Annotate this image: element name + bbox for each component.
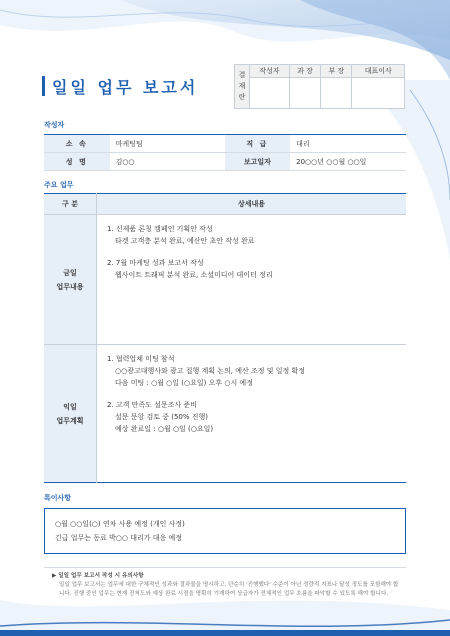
approval-header-director: 부 장 [321, 65, 352, 78]
approval-header-ceo: 대표이사 [352, 65, 405, 78]
dept-label: 소 속 [44, 135, 110, 153]
work-section-heading: 주요 업무 [44, 181, 74, 189]
name-label: 성 명 [44, 153, 110, 171]
approval-side-label: 결 재 란 [235, 65, 250, 109]
author-table [44, 134, 406, 171]
notes-box[interactable] [44, 508, 406, 554]
approval-header-writer: 작성자 [250, 65, 290, 78]
work-col-category: 구 분 [44, 194, 97, 215]
rank-value[interactable]: 대리 [290, 135, 406, 153]
note-line-2: 긴급 업무는 동료 박○○ 대리가 대응 예정 [55, 534, 182, 542]
tomorrow-detail[interactable]: 1. 협력업체 미팅 참석 ○○광고대행사와 광고 집행 계획 논의, 예산 조정 및 일정 확정 다음 미팅 : ○월 ○일 (○요일) 오후 ○시 예정 2. 고객 만족도 설문조사 준비 설문 문항 검토 중 (50% 진행) 예상 완료일 : ○월 ○일 (○요일) [107, 355, 305, 433]
sign-box-director[interactable] [321, 78, 352, 109]
approval-table [234, 64, 405, 109]
approval-header-manager: 과 장 [289, 65, 320, 78]
divider [44, 567, 406, 568]
guide-body: 일일 업무 보고서는 업무에 대한 구체적인 성과와 결과물을 명시하고, 단순히 '진행했다' 수준이 아닌 정량적 지표나 달성 정도를 포함해야 합니다. 진행 중인 업무는 현재 진척도와 예상 완료 시점을 명확히 기재하여 상급자가 전체적인 업무 흐름을 파악할 수 있도록 해야 합니다. [59, 582, 399, 597]
guide-note [52, 572, 400, 599]
notes-section-heading: 특이사항 [44, 494, 72, 502]
table-row [44, 153, 406, 171]
report-date-label: 보고일자 [225, 153, 291, 171]
sign-box-writer[interactable] [250, 78, 290, 109]
table-row [44, 345, 406, 483]
tomorrow-label: 익일 업무계획 [44, 345, 97, 483]
author-section-heading: 작성자 [44, 121, 65, 129]
table-row [44, 215, 406, 345]
sign-box-manager[interactable] [289, 78, 320, 109]
guide-title: ▶ 일일 업무 보고서 작성 시 유의사항 [52, 573, 144, 579]
page-title: 일일 업무 보고서 [52, 78, 199, 97]
today-label: 금일 업무내용 [44, 215, 97, 345]
dept-value[interactable]: 마케팅팀 [110, 135, 225, 153]
work-col-detail: 상세내용 [97, 194, 407, 215]
title-accent-bar [42, 76, 45, 96]
work-table [44, 193, 406, 483]
report-date-value[interactable]: 20○○년 ○○월 ○○일 [290, 153, 406, 171]
name-value[interactable]: 김○○ [110, 153, 225, 171]
today-detail[interactable]: 1. 신제품 론칭 캠페인 기획안 작성 타겟 고객층 분석 완료, 예산안 초안 작성 완료 2. 7월 마케팅 성과 보고서 작성 웹사이트 트래픽 분석 완료, 소셜미디어 데이터 정리 [97, 215, 407, 345]
table-row [44, 135, 406, 153]
sign-box-ceo[interactable] [352, 78, 405, 109]
rank-label: 직 급 [225, 135, 291, 153]
note-line-1: ○월 ○○일(○) 연차 사용 예정 (개인 사정) [55, 520, 185, 528]
